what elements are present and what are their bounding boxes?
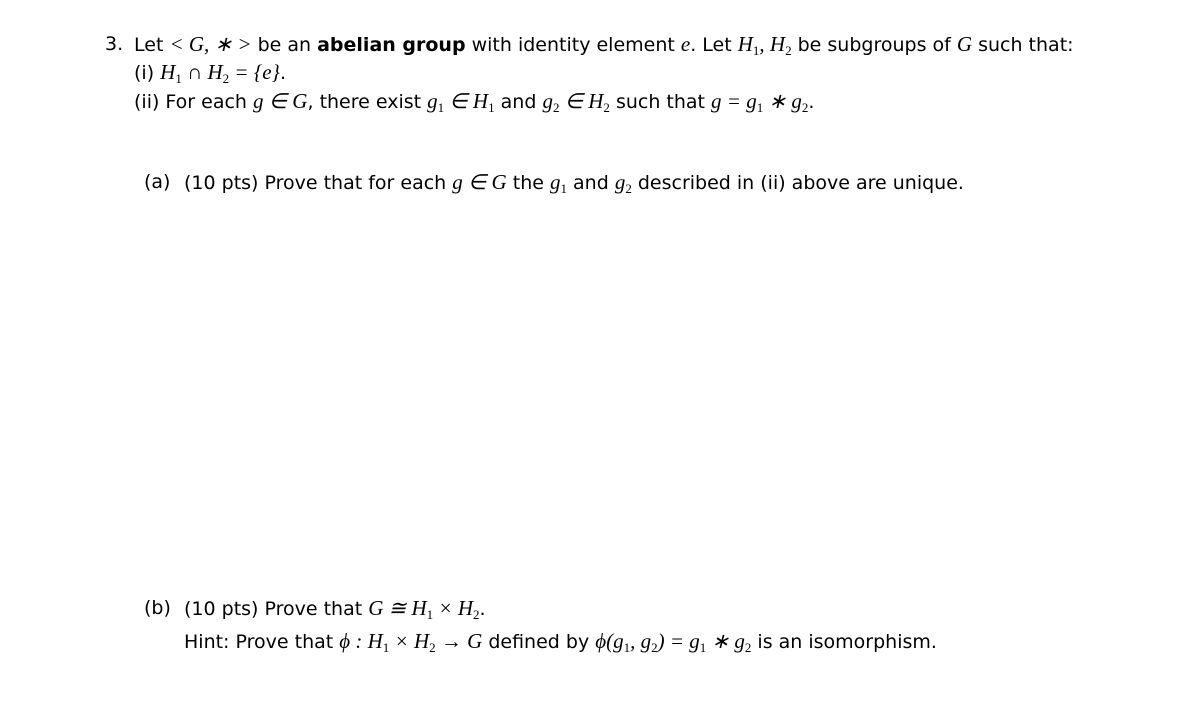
text: the bbox=[506, 172, 550, 194]
intro-text: such that: bbox=[972, 34, 1074, 56]
text: and bbox=[567, 172, 615, 194]
math: × H bbox=[389, 629, 430, 653]
math: g ∈ G bbox=[253, 89, 308, 113]
math: ∩ H bbox=[181, 60, 223, 84]
subscript: 2 bbox=[222, 71, 230, 86]
math: H bbox=[160, 60, 176, 84]
math-h2: , H bbox=[759, 32, 786, 56]
subscript: 1 bbox=[756, 100, 764, 115]
punct: . bbox=[808, 91, 815, 113]
punct: . bbox=[479, 598, 486, 620]
math: = {e} bbox=[229, 60, 280, 84]
subscript: 2 bbox=[801, 100, 809, 115]
subscript: 1 bbox=[560, 181, 567, 196]
points-label: (10 pts) bbox=[184, 172, 259, 194]
part-a bbox=[144, 170, 170, 194]
problem-statement bbox=[105, 32, 123, 56]
points-label: (10 pts) bbox=[184, 598, 259, 620]
subscript: 1 bbox=[488, 100, 495, 115]
intro-text: with identity element bbox=[465, 34, 681, 56]
part-b-label: (b) bbox=[144, 597, 171, 619]
subscript: 1 bbox=[426, 607, 434, 622]
math: g bbox=[550, 170, 561, 194]
text: described in (ii) above are unique. bbox=[631, 172, 964, 194]
text: such that bbox=[609, 91, 712, 113]
text: Prove that bbox=[258, 598, 369, 620]
condition-label: (ii) For each bbox=[134, 91, 254, 113]
math: g = g bbox=[711, 89, 757, 113]
math: g ∈ G bbox=[452, 170, 507, 194]
intro-text: be subgroups of bbox=[791, 34, 957, 56]
math: G ≅ H bbox=[368, 596, 427, 620]
subscript: 1 bbox=[623, 640, 631, 655]
math-identity: e bbox=[680, 32, 691, 56]
subscript: 2 bbox=[603, 100, 610, 115]
subscript: 1 bbox=[175, 71, 182, 86]
text: Prove that for each bbox=[258, 172, 453, 194]
math: × H bbox=[433, 596, 474, 620]
math: g bbox=[427, 89, 438, 113]
math-group-notation: < G, ∗ > bbox=[169, 32, 252, 56]
math: g bbox=[542, 89, 553, 113]
math: → G bbox=[435, 629, 483, 653]
intro-text: be an bbox=[251, 34, 318, 56]
math: ∈ H bbox=[559, 89, 604, 113]
condition-ii bbox=[134, 89, 814, 114]
part-a-label: (a) bbox=[144, 171, 171, 193]
subscript: 2 bbox=[744, 640, 752, 655]
part-b-text bbox=[184, 596, 486, 621]
subscript: 2 bbox=[429, 640, 436, 655]
math: g bbox=[614, 170, 626, 194]
subscript: 2 bbox=[651, 640, 658, 655]
problem-intro-line bbox=[134, 32, 1074, 57]
hint-text: Hint: Prove that bbox=[184, 631, 340, 653]
math: ∗ g bbox=[706, 629, 745, 653]
math: ϕ(g bbox=[595, 629, 624, 653]
subscript: 1 bbox=[382, 640, 390, 655]
problem-number: 3. bbox=[105, 33, 124, 55]
part-b-hint bbox=[184, 629, 937, 654]
part-a-text bbox=[184, 170, 964, 195]
subscript: 2 bbox=[785, 43, 792, 58]
math: ϕ : H bbox=[339, 629, 383, 653]
math: ∗ g bbox=[763, 89, 802, 113]
subscript: 1 bbox=[437, 100, 445, 115]
punct: . bbox=[279, 62, 287, 84]
intro-text: . Let bbox=[690, 34, 738, 56]
bold-term: abelian group bbox=[317, 34, 466, 56]
subscript: 2 bbox=[552, 100, 560, 115]
math: , g bbox=[630, 629, 652, 653]
intro-text: Let bbox=[134, 34, 170, 56]
condition-i bbox=[134, 60, 286, 85]
math: ∈ H bbox=[444, 89, 489, 113]
math: ) = g bbox=[657, 629, 700, 653]
subscript: 2 bbox=[625, 181, 632, 196]
subscript: 1 bbox=[752, 43, 760, 58]
text: is an isomorphism. bbox=[751, 631, 937, 653]
text: and bbox=[494, 91, 543, 113]
part-b bbox=[144, 596, 171, 620]
math-g: G bbox=[956, 32, 973, 56]
text: , there exist bbox=[307, 91, 428, 113]
condition-label: (i) bbox=[134, 62, 161, 84]
subscript: 2 bbox=[473, 607, 480, 622]
text: defined by bbox=[482, 631, 596, 653]
math-h1: H bbox=[737, 32, 753, 56]
subscript: 1 bbox=[699, 640, 707, 655]
